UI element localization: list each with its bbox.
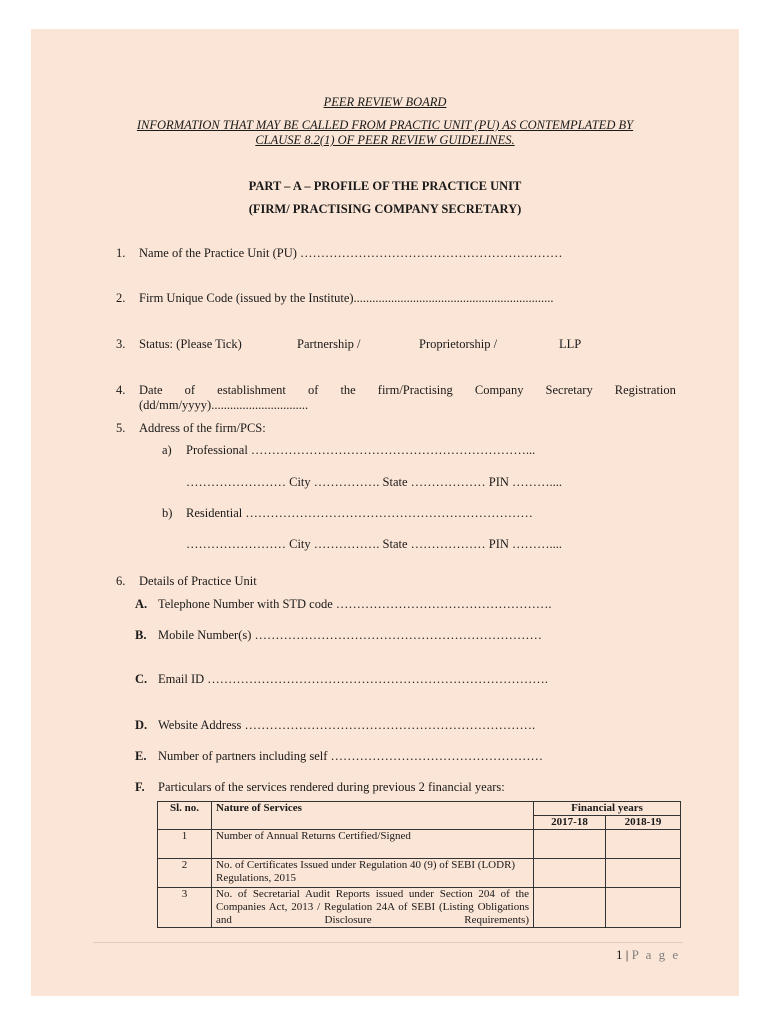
row-nature: No. of Secretarial Audit Reports issued under Section 204 of the Companies Act, 2013 / Regulation 24A of SEBI (Listing Obligations and Disclosure Requirements)	[212, 888, 534, 928]
item-6-number: 6.	[116, 574, 126, 588]
row-value-2017-18[interactable]	[534, 888, 606, 928]
item-3-number: 3.	[116, 337, 126, 351]
header-info-line1: INFORMATION THAT MAY BE CALLED FROM PRACTIC UNIT (PU) AS CONTEMPLATED BY	[136, 118, 634, 132]
header-board: PEER REVIEW BOARD	[323, 95, 447, 109]
row-value-2018-19[interactable]	[606, 859, 681, 888]
page-word: P a g e	[631, 947, 681, 962]
item-4-word: firm/Practising	[377, 383, 453, 397]
page-separator: |	[625, 947, 629, 962]
col-header-nature: Nature of Services	[212, 802, 534, 830]
detail-services: Particulars of the services rendered during previous 2 financial years:	[158, 780, 505, 794]
part-title: PART – A – PROFILE OF THE PRACTICE UNIT	[248, 179, 522, 193]
status-label: Status: (Please Tick)	[139, 337, 242, 351]
detail-E-letter: E.	[135, 749, 147, 763]
status-option-llp: LLP	[559, 337, 582, 351]
item-4-word: establishment	[217, 383, 286, 397]
item-1-number: 1.	[116, 246, 126, 260]
part-subtitle: (FIRM/ PRACTISING COMPANY SECRETARY)	[248, 202, 522, 216]
item-4-word: of	[184, 383, 196, 397]
address-professional-city-state-pin: …………………… City ……………. State ……………… PIN ………....	[186, 475, 563, 489]
row-value-2018-19[interactable]	[606, 888, 681, 928]
page-number: 1	[616, 947, 623, 962]
col-header-2018-19: 2018-19	[606, 816, 681, 830]
status-option-partnership: Partnership /	[297, 337, 361, 351]
col-header-2017-18: 2017-18	[534, 816, 606, 830]
detail-B-letter: B.	[135, 628, 147, 642]
table-row	[158, 888, 681, 928]
address-a-label: a)	[162, 443, 172, 457]
col-header-financial-years: Financial years	[534, 802, 681, 816]
address-residential: Residential ……………………………………………………………	[186, 506, 533, 520]
detail-mobile: Mobile Number(s) ……………………………………………………………	[158, 628, 543, 642]
detail-F-letter: F.	[135, 780, 145, 794]
col-header-sl: Sl. no.	[158, 802, 212, 830]
detail-D-letter: D.	[135, 718, 148, 732]
address-professional: Professional …………………………………………………………...	[186, 443, 536, 457]
row-value-2017-18[interactable]	[534, 830, 606, 859]
detail-C-letter: C.	[135, 672, 148, 686]
footer-divider	[93, 942, 683, 943]
item-4-word: Company	[474, 383, 524, 397]
row-sl: 1	[158, 830, 212, 859]
row-sl: 2	[158, 859, 212, 888]
item-2-text: Firm Unique Code (issued by the Institute)................................................................	[139, 291, 554, 305]
row-sl: 3	[158, 888, 212, 928]
item-4-word: of	[307, 383, 319, 397]
item-4-text-line1	[139, 383, 676, 398]
item-5-number: 5.	[116, 421, 126, 435]
item-2-number: 2.	[116, 291, 126, 305]
item-4-number: 4.	[116, 383, 126, 397]
table-row	[158, 830, 681, 859]
detail-email: Email ID ……………………………………………………………………….	[158, 672, 548, 686]
item-5-text: Address of the firm/PCS:	[139, 421, 266, 435]
address-residential-city-state-pin: …………………… City ……………. State ……………… PIN ………....	[186, 537, 563, 551]
detail-telephone: Telephone Number with STD code …………………………………………….	[158, 597, 552, 611]
table-row	[158, 859, 681, 888]
item-4-word: Date	[139, 383, 163, 397]
item-4-text-line2: (dd/mm/yyyy)...............................	[139, 398, 309, 412]
detail-partners: Number of partners including self ……………………………………………	[158, 749, 544, 763]
services-table	[157, 801, 681, 928]
item-1-text: Name of the Practice Unit (PU) ………………………………………………………	[139, 246, 563, 260]
item-4-word: Secretary	[545, 383, 593, 397]
address-b-label: b)	[162, 506, 173, 520]
page-footer	[616, 947, 680, 963]
row-nature: No. of Certificates Issued under Regulation 40 (9) of SEBI (LODR) Regulations, 2015	[212, 859, 534, 888]
header-info-line2: CLAUSE 8.2(1) OF PEER REVIEW GUIDELINES.	[255, 133, 515, 147]
item-4-word: the	[340, 383, 356, 397]
detail-A-letter: A.	[135, 597, 148, 611]
row-value-2018-19[interactable]	[606, 830, 681, 859]
status-option-proprietorship: Proprietorship /	[419, 337, 498, 351]
row-value-2017-18[interactable]	[534, 859, 606, 888]
item-6-text: Details of Practice Unit	[139, 574, 257, 588]
row-nature: Number of Annual Returns Certified/Signed	[212, 830, 534, 859]
detail-website: Website Address …………………………………………………………….	[158, 718, 536, 732]
document-page	[31, 29, 739, 996]
item-4-word: Registration	[614, 383, 676, 397]
